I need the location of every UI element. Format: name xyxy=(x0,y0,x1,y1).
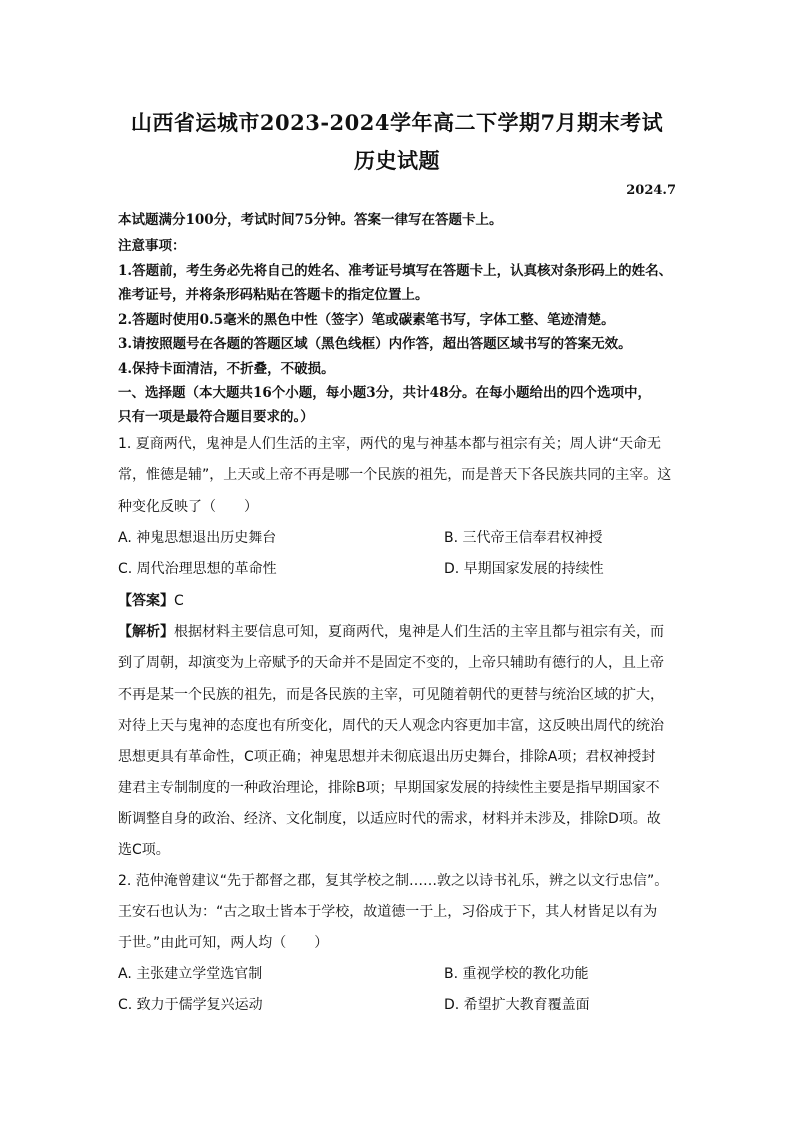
instruction-line: 4.保持卡面清洁，不折叠，不破损。 xyxy=(118,361,335,377)
exam-subtitle: 历史试题 xyxy=(354,148,440,173)
exam-date: 2024.7 xyxy=(626,183,676,198)
q1-analysis-line: 建君主专制制度的一种政治理论，排除B项；早期国家发展的持续性主要是指早期国家不 xyxy=(118,780,660,796)
q2-option-c: C. 致力于儒学复兴运动 xyxy=(118,997,263,1013)
q2-stem-line: 于世。”由此可知，两人均（ ） xyxy=(118,935,329,951)
q1-analysis-line: 对待上天与鬼神的态度也有所变化，周代的天人观念内容更加丰富，这反映出周代的统治 xyxy=(118,718,664,734)
q1-stem-line: 常，惟德是辅”，上天或上帝不再是哪一个民族的祖先，而是普天下各民族共同的主宰。这 xyxy=(118,467,672,483)
q1-analysis-line: 选C项。 xyxy=(118,842,170,858)
section-heading: 一、选择题（本大题共16个小题，每小题3分，共计48分。在每小题给出的四个选项中， xyxy=(118,385,651,401)
q1-analysis-line xyxy=(118,621,678,641)
exam-title: 山西省运城市2023-2024学年高二下学期7月期末考试 xyxy=(130,110,664,135)
section-heading-cont: 只有一项是最符合题目要求的。） xyxy=(118,409,314,425)
q1-option-b: B. 三代帝王信奉君权神授 xyxy=(444,530,603,546)
q1-analysis-line: 不再是某一个民族的祖先，而是各民族的主宰，可见随着朝代的更替与统治区域的扩大， xyxy=(118,687,664,703)
q2-option-a: A. 主张建立学堂选官制 xyxy=(118,966,263,982)
answer-tag: 【答案】 xyxy=(118,593,174,609)
q1-analysis-line: 思想更具有革命性，C项正确；神鬼思想并未彻底退出历史舞台，排除A项；君权神授封 xyxy=(118,749,656,765)
q1-analysis-line: 到了周朝，却演变为上帝赋予的天命并不是固定不变的，上帝只辅助有德行的人，且上帝 xyxy=(118,655,664,671)
instruction-line: 2.答题时使用0.5毫米的黑色中性（签字）笔或碳素笔书写，字体工整、笔迹清楚。 xyxy=(118,312,615,328)
analysis-text: 根据材料主要信息可知，夏商两代，鬼神是人们生活的主宰且都与祖宗有关，而 xyxy=(174,624,664,640)
q2-option-d: D. 希望扩大教育覆盖面 xyxy=(444,997,590,1013)
answer-value: C xyxy=(174,593,184,609)
instruction-line: 3.请按照题号在各题的答题区域（黑色线框）内作答，超出答题区域书写的答案无效。 xyxy=(118,336,632,352)
instruction-line: 本试题满分100分，考试时间75分钟。答案一律写在答题卡上。 xyxy=(118,212,503,228)
instruction-line: 注意事项： xyxy=(118,238,186,254)
q2-option-b: B. 重视学校的教化功能 xyxy=(444,966,589,982)
analysis-tag: 【解析】 xyxy=(118,624,174,640)
q2-stem-line: 2. 范仲淹曾建议“先于都督之郡，复其学校之制……敦之以诗书礼乐，辨之以文行忠信”。 xyxy=(118,873,669,889)
q1-answer xyxy=(118,590,678,610)
q1-analysis-line: 断调整自身的政治、经济、文化制度，以适应时代的需求，材料并未涉及，排除D项。故 xyxy=(118,811,661,827)
q1-option-a: A. 神鬼思想退出历史舞台 xyxy=(118,530,277,546)
q1-stem-line: 种变化反映了（ ） xyxy=(118,499,258,515)
q1-option-c: C. 周代治理思想的革命性 xyxy=(118,561,277,577)
q2-stem-line: 王安石也认为：“古之取士皆本于学校，故道德一于上，习俗成于下，其人材皆足以有为 xyxy=(118,904,658,920)
instruction-line: 准考证号，并将条形码粘贴在答题卡的指定位置上。 xyxy=(118,287,429,303)
q1-stem-line: 1. 夏商两代，鬼神是人们生活的主宰，两代的鬼与神基本都与祖宗有关；周人讲“天命无 xyxy=(118,436,662,452)
q1-option-d: D. 早期国家发展的持续性 xyxy=(444,561,604,577)
instruction-line: 1.答题前，考生务必先将自己的姓名、准考证号填写在答题卡上，认真核对条形码上的姓名、 xyxy=(118,263,673,279)
